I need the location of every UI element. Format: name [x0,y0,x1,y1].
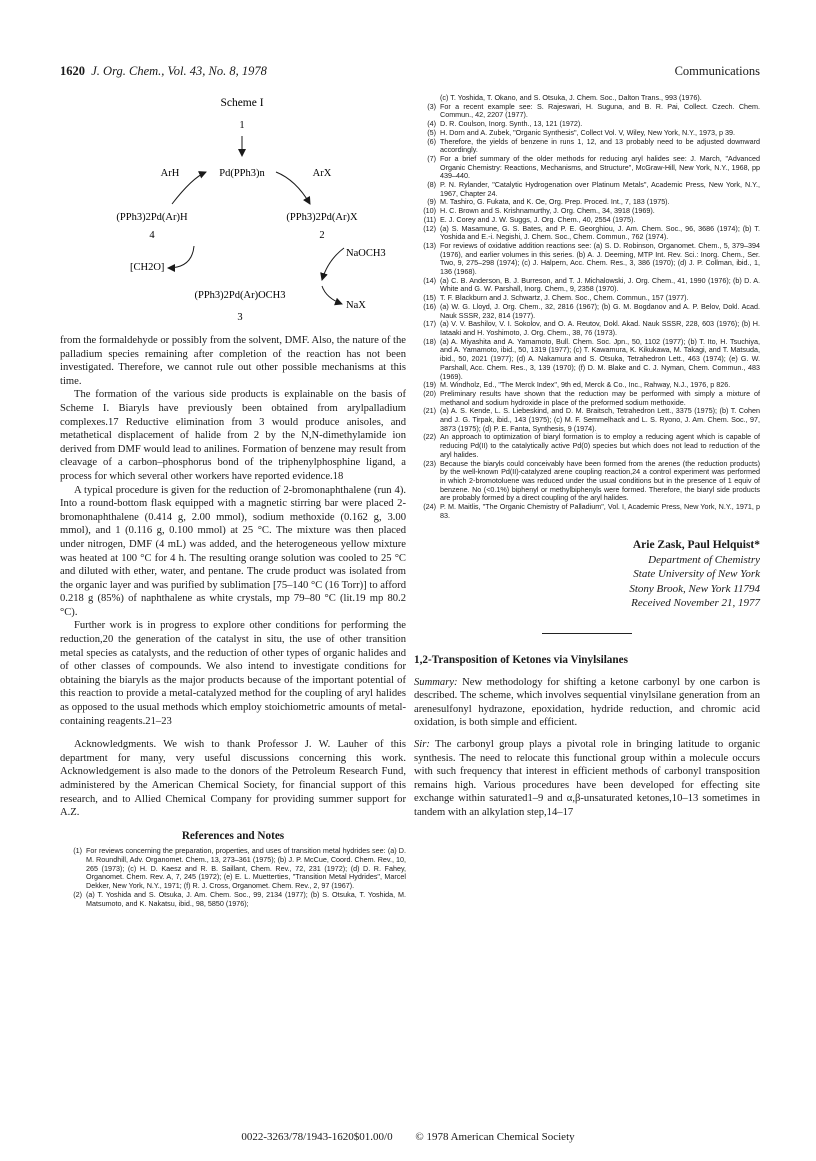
reference-item [414,503,760,520]
section-divider [542,633,632,634]
reference-item [414,138,760,155]
reference-text: (a) T. Yoshida and S. Otsuka, J. Am. Chem. Soc., 99, 2134 (1977); (b) S. Otsuka, T. Yoshida, M. Matsumoto, and K. Nakatsu, ibid., 98, 5850 (1976); [86,889,406,908]
summary [414,676,760,730]
reference-text: An approach to optimization of biaryl formation is to employ a reducing agent which is capable of reducing Pd(II) to the catalytically active Pd(0) species but which does not lead to reduction of the aryl halides. [440,432,760,459]
reference-text: P. M. Maitlis, "The Organic Chemistry of Palladium", Vol. I, Academic Press, New York, N.Y., 1971, p 83. [440,502,760,520]
reference-number: (18) [423,336,436,346]
scheme-title: Scheme I [220,97,264,109]
compound-3-number: 3 [237,312,243,323]
reference-text: For reviews of oxidative addition reactions see: (a) S. D. Robinson, Organomet. Chem., 5, 379–394 (1976), and earlier volumes in this series. (b) A. J. Deeming, MTP Int. Rev. Sci.: Inorg. Chem., Ser. Two, 9, 275–298 (1974); (c) J. Halpern, Acc. Chem. Res., 3, 386 (1970); (d) J. P. Collman, ibid., 1, 136 (1968). [440,240,760,277]
reference-item [414,181,760,198]
reference-number: (14) [423,275,436,285]
nax-byproduct: NaX [346,300,366,311]
scheme-i [60,92,400,332]
body-paragraph: The formation of the various side products is explainable on the basis of Scheme I. Biaryls have previously been obtained from arylpalladium complexes.17 Reductive elimination from 3 would produce anisoles, and metathetical displacement of halide from 2 by the N,N-dimethylamide ion derived from DMF would lead to anilines. Formation of benzene may result from cleavage of a carbon–phosphorus bond of the triphenylphosphine ligand, a process for which several other workers have reported evidence.18 [60,389,406,482]
reference-text: (a) V. V. Bashilov, V. I. Sokolov, and O. A. Reutov, Dokl. Akad. Nauk SSSR, 228, 603 (1976); (b) H. Iataaki and H. Yoshimoto, J. Org. Chem., 38, 76 (1973). [440,319,760,337]
compound-2-number: 2 [319,230,325,241]
reference-text: (a) A. Miyashita and A. Yamamoto, Bull. Chem. Soc. Jpn., 50, 1102 (1977); (b) T. Ito, H. Tsuchiya, and A. Yamamoto, ibid., 50, 1319 (1977); (c) T. Kawamura, K. Kikukawa, M. Takagi, and T. Matsuda, ibid., 50, 2021 (1977); (d) A. Nakamura and S. Otsuka, Tetrahedron Lett., 463 (1974); (e) G. W. Parshall, Acc. Chem. Res., 3, 139 (1970); (f) D. M. Blake and C. J. Nyman, Chem. Commun., 483 (1969). [440,336,760,381]
reference-item [414,277,760,294]
reference-text: M. Tashiro, G. Fukata, and K. Oe, Org. Prep. Proced. Int., 7, 183 (1975). [440,197,670,207]
reference-text: (c) T. Yoshida, T. Okano, and S. Otsuka, J. Chem. Soc., Dalton Trans., 993 (1976). [440,93,702,102]
reference-text: (a) W. G. Lloyd, J. Org. Chem., 32, 2816 (1967); (b) G. M. Bogdanov and A. P. Belov, Dokl. Acad. Nauk SSSR, 232, 814 (1977). [440,301,760,320]
reference-number: (8) [427,180,436,190]
reference-number: (22) [423,432,436,442]
reference-item [414,103,760,120]
reference-item [414,390,760,407]
reference-text: H. Dorn and A. Zubek, "Organic Synthesis", Collect Vol. V, Wiley, New York, N.Y., 1973, p 39. [440,127,736,137]
compound-1-label: 1 [239,120,245,131]
reference-item [414,320,760,337]
naoch3-reagent: NaOCH3 [346,248,386,259]
reference-number: (10) [423,206,436,216]
reference-number: (2) [73,889,82,899]
references-list-continued [414,94,760,520]
reference-number: (6) [427,136,436,146]
page-footer [0,1131,816,1143]
affiliation-line: Stony Brook, New York 11794 [629,582,760,595]
reference-item [414,155,760,181]
author-signature [414,538,760,611]
reference-number: (1) [73,846,82,856]
arx-label: ArX [312,168,332,179]
reference-number: (11) [423,214,436,224]
reference-number: (5) [427,127,436,137]
reference-number: (9) [427,197,436,207]
compound-4: (PPh3)2Pd(Ar)H [116,212,188,223]
reference-text: P. N. Rylander, "Catalytic Hydrogenation over Platinum Metals", Academic Press, New York, N.Y., 1967, Chapter 24. [440,180,760,198]
body-paragraph: Further work is in progress to explore other conditions for performing the reduction,20 the generation of the catalyst in situ, the use of other transition metal species as catalysts, and the reduction of other types of organic halides and of other classes of compounds. We also intend to investigate conditions for obtaining the biaryls as the major products because of the important potential of this reaction to provide a metal-catalyzed method for the coupling of aryl halides as opposed to the usual methods which employ stoichiometric amounts of metal-containing reagents.21–23 [60,620,406,727]
reference-number: (15) [423,293,436,303]
author-names: Arie Zask, Paul Helquist* [632,539,760,552]
reference-item [60,847,406,891]
reference-text: (a) S. Masamune, G. S. Bates, and P. E. Georghiou, J. Am. Chem. Soc., 96, 3686 (1974); (b) T. Yoshida and E.-i. Negishi, J. Chem. Soc., Chem. Commun., 762 (1974). [440,223,760,242]
reference-text: T. F. Blackburn and J. Schwartz, J. Chem. Soc., Chem. Commun., 157 (1977). [440,293,689,303]
reference-text: E. J. Corey and J. W. Suggs, J. Org. Chem., 40, 2554 (1975). [440,214,636,224]
left-column [60,334,406,908]
reference-number: (24) [423,502,436,512]
summary-text: New methodology for shifting a ketone carbonyl by one carbon is described. The scheme, which involves sequential vinylsilane generation from an arenesulfonyl hydrazone, epoxidation, hydride reduction, and chromic acid oxidation, is both simple and efficient. [414,676,760,729]
reference-item [414,433,760,459]
arrow-pd-to-2 [276,172,310,204]
reference-text: Therefore, the yields of benzene in runs 1, 12, and 13 probably need to be adjusted downward accordingly. [440,136,760,155]
reference-number: (16) [423,301,436,311]
reference-number: (4) [427,119,436,129]
sir-text: The carbonyl group plays a pivotal role in bringing latitude to organic synthesis. The need to relocate this functional group within a molecule occurs with such frequency that interest in efficient methods of carbonyl transposition remains high. Various procedures have been developed for effecting site exchange within saturated1–9 and α,β-unsaturated ketones,10–13 sometimes in tandem with an alkylation step,14–17 [414,738,760,818]
reference-text: Because the biaryls could conceivably have been formed from the arenes (the reduction products) by the well-known Pd(II)-catalyzed arene coupling reaction,24 a control experiment was performed in which 2-bromotoluene was reduced under the usual conditions but in the presence of 1 equiv of benzene. No (<0.1%) biphenyl or methylbiphenyls were formed. Therefore, the biaryl side products are probably formed by a direct coupling of the aryl halides. [440,458,760,503]
reference-item [414,460,760,504]
reference-item [414,303,760,320]
body-paragraph: from the formaldehyde or possibly from the solvent, DMF. Also, the nature of the palladium species remaining after completion of the reaction has not been investigated. Therefore, we cannot rule out other possible mechanisms at this time. [60,335,406,387]
arrow-nax-out [322,286,342,304]
reference-item [414,242,760,277]
journal-citation: J. Org. Chem., Vol. 43, No. 8, 1978 [91,64,267,78]
reference-number: (21) [423,406,436,416]
received-date: Received November 21, 1977 [631,597,760,610]
reference-number: (3) [427,101,436,111]
summary-label: Summary: [414,676,458,688]
reference-text: For a brief summary of the older methods for reducing aryl halides see: J. March, "Advanced Organic Chemistry: Reactions, Mechanisms, and Structure", McGraw-Hill, New York, N.Y., 1968, pp 439–440. [440,153,760,181]
references-list [60,847,406,908]
reference-number: (17) [423,319,436,329]
reference-text: (a) A. S. Kende, L. S. Liebeskind, and D. M. Braitsch, Tetrahedron Lett., 3375 (1975); (b) T. Cohen and J. G. Tirpak, ibid., 143 (1975); (c) M. F. Semmelhack and L. S. Ryono, J. Am. Chem. Soc., 97, 3873 (1975); (d) P. E. Fanta, Synthesis, 9 (1974). [440,406,760,433]
body-paragraph [414,738,760,820]
affiliation-line: Department of Chemistry [648,553,760,566]
reference-item [414,407,760,433]
reference-text: H. C. Brown and S. Krishnamurthy, J. Org. Chem., 34, 3918 (1969). [440,206,655,216]
compound-2: (PPh3)2Pd(Ar)X [286,212,358,223]
body-paragraph: A typical procedure is given for the reduction of 2-bromonaphthalene (run 4). Into a round-bottom flask equipped with a magnetic stirring bar were placed 2-bromonaphthalene (0.414 g, 2.00 mmol), sodium methoxide (0.162 g, 3.00 mmol), and 1 (0.116 g, 0.100 mmol) at 25 °C. The mixture was then placed under nitrogen, DMF (4 mL) was added, and the heterogeneous yellow mixture was heated at 100 °C for 4 h. The resulting orange solution was cooled to 25 °C and diluted with ether, water, and pentane. The crude product was isolated from the organic layer and was purified by sublimation [75–140 °C (16 Torr)] to afford 0.218 g (85%) of naphthalene as white crystals, mp 79–80 °C (lit.19 mp 80.2 °C). [60,484,406,618]
section-name: Communications [674,64,760,78]
reference-text: Preliminary results have shown that the reduction may be performed with simply a mixture of methanol and sodium hydroxide in place of the preformed sodium methoxide. [440,388,760,407]
communication-title: 1,2-Transposition of Ketones via Vinylsilanes [414,653,628,666]
reference-item [414,338,760,382]
running-header [60,64,760,80]
reference-item [414,225,760,242]
right-column [414,94,760,819]
reference-number: (7) [427,153,436,163]
reference-number: (13) [423,240,436,250]
reference-number: (23) [423,458,436,468]
reference-item [60,891,406,908]
reference-text: (a) C. B. Anderson, B. J. Burreson, and T. J. Michalowski, J. Org. Chem., 41, 1990 (1976); (b) D. A. White and G. W. Parshall, Inorg. Chem., 9, 2358 (1970). [440,275,760,294]
arrow-3-to-4 [168,246,194,268]
reference-text: D. R. Coulson, Inorg. Synth., 13, 121 (1972). [440,119,583,129]
communication [414,654,760,820]
compound-3: (PPh3)2Pd(Ar)OCH3 [194,290,286,301]
copyright: © 1978 American Chemical Society [415,1131,575,1143]
reference-text: M. Windholz, Ed., "The Merck Index", 9th ed, Merck & Co., Inc., Rahway, N.J., 1976, p 826. [440,380,731,390]
arrow-2-to-3 [322,248,344,280]
reference-text: For a recent example see: S. Rajeswari, H. Suguna, and B. R. Pai, Collect. Czech. Chem. Commun., 42, 2207 (1977). [440,101,760,120]
reference-text: For reviews concerning the preparation, properties, and uses of transition metal hydrides see: (a) D. M. Roundhill, Adv. Organomet. Chem., 13, 273–361 (1975); (b) J. P. McCue, Coord. Chem. Rev., 10, 265 (1973); (c) H. D. Kaesz and R. B. Saillant, Chem. Rev., 72, 231 (1972); (d) D. R. Fahey, Organomet. Chem. Rev. A, 7, 245 (1972); (e) E. L. Muetterties, "Transition Metal Hydrides", Marcel Dekker, New York, N.Y., 1971; (f) R. J. Cross, Organomet. Chem. Rev., 2, 97 (1967). [86,846,406,891]
references-heading: References and Notes [181,829,285,842]
article-code: 0022-3263/78/1943-1620$01.00/0 [241,1131,393,1143]
scheme-diagram [60,92,400,332]
reference-number: (20) [423,388,436,398]
acknowledgments: Acknowledgments. We wish to thank Professor J. W. Lauher of this department for many, very useful discussions concerning this work. Acknowledgement is also made to the donors of the Petroleum Research Fund, administered by the American Chemical Society, for financial support of this research, and to Allied Chemical Company for providing summer support for A.Z. [60,739,406,819]
pd-catalyst-label: Pd(PPh3)n [219,168,265,179]
arh-label: ArH [160,168,180,179]
compound-4-number: 4 [149,230,155,241]
page-number: 1620 [60,64,85,78]
reference-number: (19) [423,380,436,390]
sir-label: Sir: [414,738,430,750]
affiliation-line: State University of New York [633,568,760,581]
formaldehyde-label: [CH2O] [130,262,165,273]
reference-number: (12) [423,223,436,233]
